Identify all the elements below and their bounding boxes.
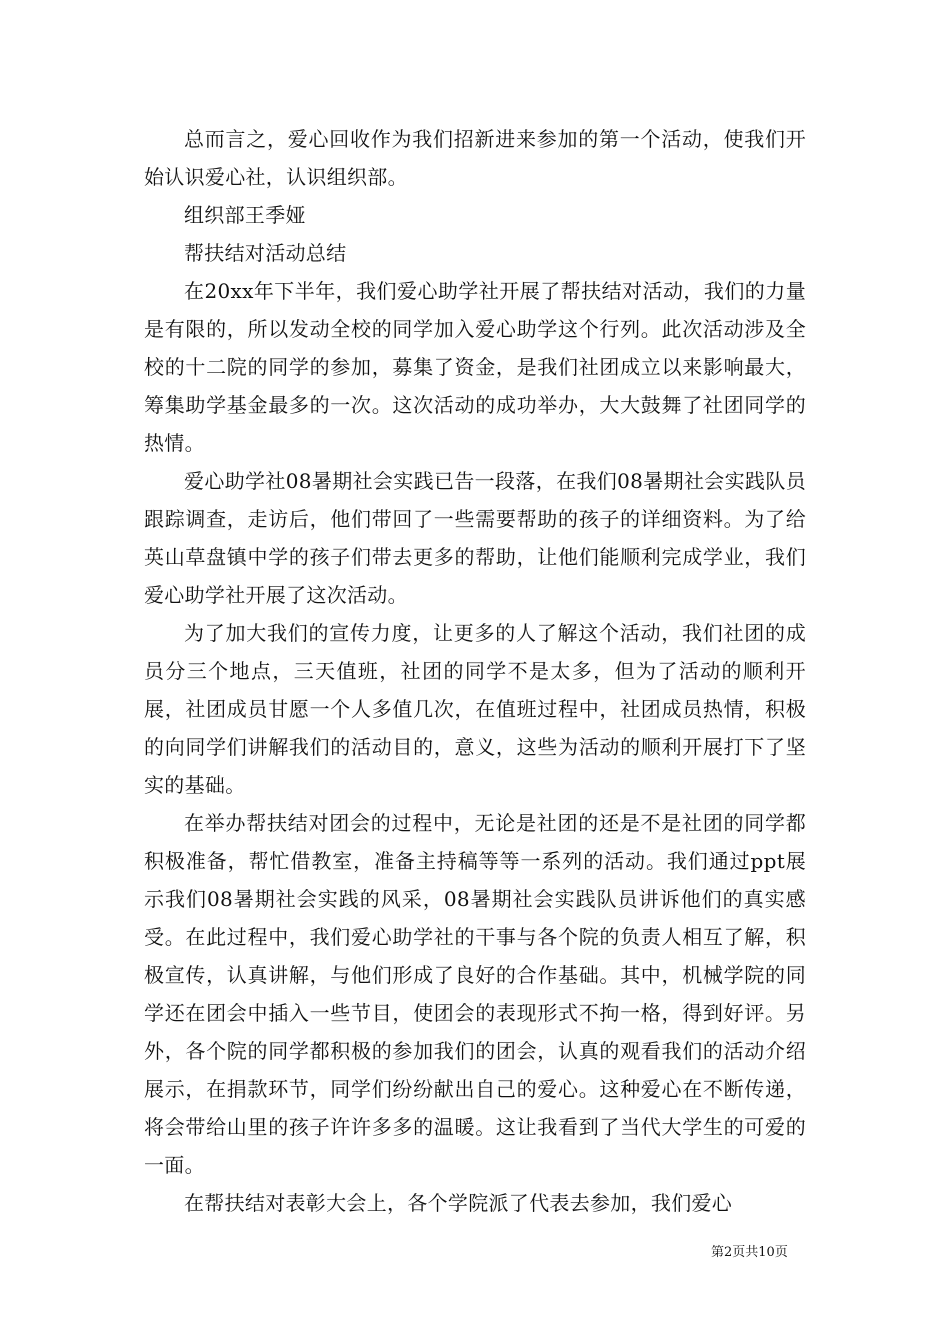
paragraph-award-ceremony: 在帮扶结对表彰大会上，各个学院派了代表去参加，我们爱心 [184, 1191, 733, 1215]
paragraph-summary-closing: 总而言之，爱心回收作为我们招新进来参加的第一个活动，使我们开始认识爱心社，认识组织部。 [144, 127, 806, 189]
section-title: 帮扶结对活动总结 [184, 241, 347, 265]
paragraph-meeting: 在举办帮扶结对团会的过程中，无论是社团的还是不是社团的同学都积极准备，帮忙借教室，准备主持稿等等一系列的活动。我们通过ppt展示我们08暑期社会实践的风采，08暑期社会实践队员讲诉他们的真实感受。在此过程中，我们爱心助学社的干事与各个院的负责人相互了解，积极宣传，认真讲解，与他们形成了良好的合作基础。其中，机械学院的同学还在团会中插入一些节目，使团会的表现形式不拘一格，得到好评。另外，各个院的同学都积极的参加我们的团会，认真的观看我们的活动介绍展示，在捐款环节，同学们纷纷献出自己的爱心。这种爱心在不断传递，将会带给山里的孩子许许多多的温暖。这让我看到了当代大学生的可爱的一面。 [144, 811, 806, 1177]
paragraph-publicity: 为了加大我们的宣传力度，让更多的人了解这个活动，我们社团的成员分三个地点，三天值班，社团的同学不是太多，但为了活动的顺利开展，社团成员甘愿一个人多值几次，在值班过程中，社团成员热情，积极的向同学们讲解我们的活动目的，意义，这些为活动的顺利开展打下了坚实的基础。 [144, 621, 806, 797]
page-number: 第2页共10页 [711, 1245, 788, 1260]
paragraph-background: 爱心助学社08暑期社会实践已告一段落，在我们08暑期社会实践队员跟踪调查，走访后，他们带回了一些需要帮助的孩子的详细资料。为了给英山草盘镇中学的孩子们带去更多的帮助，让他们能顺利完成学业，我们爱心助学社开展了这次活动。 [144, 469, 806, 607]
author-signature: 组织部王季娅 [184, 203, 306, 227]
document-body [144, 120, 806, 1222]
paragraph-intro: 在20xx年下半年，我们爱心助学社开展了帮扶结对活动，我们的力量是有限的，所以发动全校的同学加入爱心助学这个行列。此次活动涉及全校的十二院的同学的参加，募集了资金，是我们社团成立以来影响最大，筹集助学基金最多的一次。这次活动的成功举办，大大鼓舞了社团同学的热情。 [144, 279, 806, 455]
